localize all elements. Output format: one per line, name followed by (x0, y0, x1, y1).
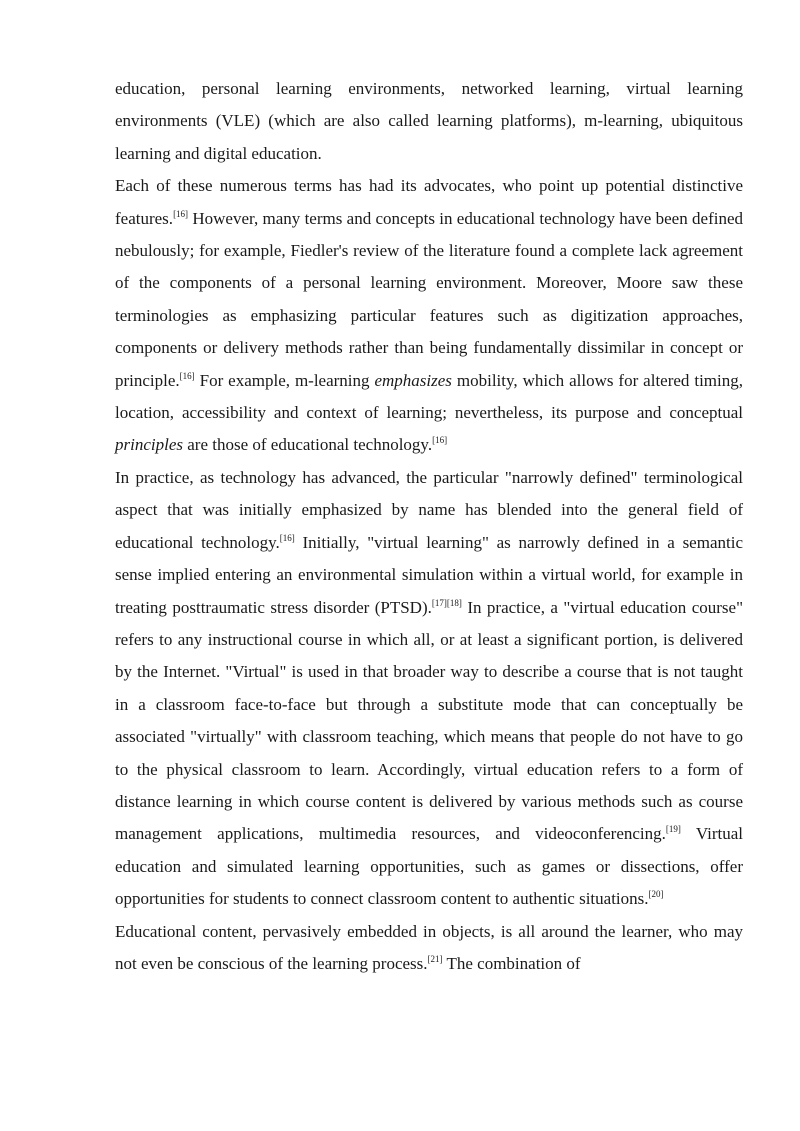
paragraph (115, 170, 743, 462)
body-text (115, 73, 743, 980)
emphasized-term: emphasizes (374, 370, 452, 390)
citation-reference[interactable]: [21] (427, 953, 443, 964)
text-run: Each of these numerous terms has had its advocates, who point up potential distinctive features. (115, 176, 743, 228)
text-run: In practice, a "virtual education course" refers to any instructional course in which all, or at least a significant portion, is delivered by the Internet. "Virtual" is used in that broader way to describe a course that is not taught in a classroom face-to-face but through a substitute mode that can conceptually be associated "virtually" with classroom teaching, which means that people do not have to go to the physical classroom to learn. Accordingly, virtual education refers to a form of distance learning in which course content is delivered by various methods such as course management applications, multimedia resources, and videoconferencing. (115, 597, 744, 844)
citation-reference[interactable]: [17][18] (431, 597, 462, 608)
citation-reference[interactable]: [16] (279, 532, 295, 543)
emphasized-term: principles (115, 435, 183, 455)
text-run: Initially, "virtual learning" as narrowly defined in a semantic sense implied entering an environmental simulation within a virtual world, for example in treating posttraumatic stress disorder (PTSD). (115, 532, 743, 617)
citation-reference[interactable]: [19] (665, 824, 681, 835)
text-run: However, many terms and concepts in educational technology have been defined nebulously; for example, Fiedler's review of the literature found a complete lack agreement of the components of a personal learning environment. Moreover, Moore saw these terminologies as emphasizing particular features such as digitization approaches, components or delivery methods rather than being fundamentally dissimilar in concept or principle. (115, 208, 743, 390)
citation-reference[interactable]: [20] (648, 889, 664, 900)
text-run: In practice, as technology has advanced, the particular "narrowly defined" terminological aspect that was initially emphasized by name has blended into the general field of educational technology. (115, 467, 743, 552)
text-run: Virtual education and simulated learning opportunities, such as games or dissections, offer opportunities for students to connect classroom content to authentic situations. (115, 824, 744, 909)
text-run: are those of educational technology. (183, 435, 433, 455)
citation-reference[interactable]: [16] (173, 208, 189, 219)
paragraph (115, 73, 743, 170)
citation-reference[interactable]: [16] (432, 435, 448, 446)
text-run: For example, m-learning (194, 370, 375, 390)
text-run: mobility, which allows for altered timing, location, accessibility and context of learning; nevertheless, its purpose and conceptual (115, 370, 743, 423)
text-run: The combination of (442, 953, 581, 973)
citation-reference[interactable]: [16] (179, 370, 195, 381)
paragraph (115, 916, 743, 981)
text-run: Educational content, pervasively embedded in objects, is all around the learner, who may not even be conscious of the learning process. (115, 921, 743, 973)
paragraph (115, 462, 743, 916)
text-run: education, personal learning environments, networked learning, virtual learning environments (VLE) (which are also called learning platforms), m-learning, ubiquitous learning and digital education. (115, 79, 743, 163)
